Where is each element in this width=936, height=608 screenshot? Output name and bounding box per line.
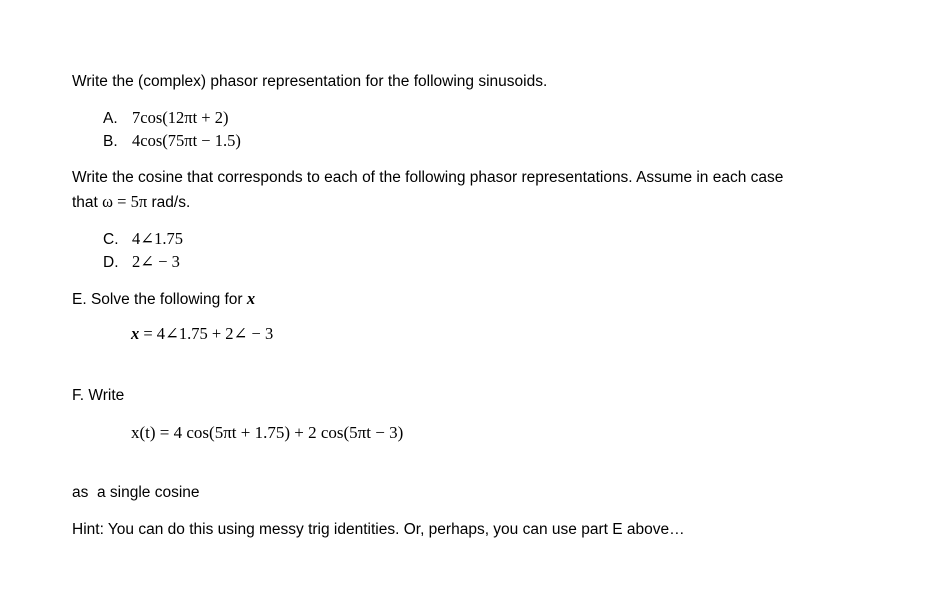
- question-1-prompt: Write the (complex) phasor representation for the following sinusoids.: [72, 73, 548, 90]
- part-e-equation-rhs: = 4∠1.75 + 2∠ − 3: [143, 324, 274, 343]
- item-c-label: C.: [103, 231, 119, 248]
- item-b-label: B.: [103, 133, 118, 150]
- omega-expression: ω = 5π: [102, 192, 148, 211]
- item-c-expression: 4∠1.75: [132, 229, 183, 248]
- part-f-after: as a single cosine: [72, 484, 200, 501]
- question-2-prompt-line-1: Write the cosine that corresponds to each of the following phasor representations. Assume in each case: [72, 169, 784, 186]
- item-d-expression: 2∠ − 3: [132, 252, 180, 271]
- item-a-label: A.: [103, 110, 118, 127]
- prompt-that: that: [72, 194, 98, 211]
- item-b-expression: 4cos(75πt − 1.5): [132, 131, 241, 150]
- part-f-equation: x(t) = 4 cos(5πt + 1.75) + 2 cos(5πt − 3): [131, 423, 404, 442]
- part-e-equation-lhs: x: [131, 324, 140, 343]
- item-a: [103, 108, 228, 129]
- prompt-units: rad/s.: [151, 194, 191, 211]
- item-a-expression: 7cos(12πt + 2): [132, 108, 229, 127]
- part-e-variable: x: [246, 289, 256, 308]
- part-e-text: E. Solve the following for: [72, 291, 243, 308]
- part-f-prompt: F. Write: [72, 387, 125, 404]
- part-e-prompt: [72, 289, 255, 310]
- question-2-prompt-line-2: [72, 192, 190, 213]
- part-e-equation: [131, 324, 273, 344]
- item-d: [103, 252, 180, 273]
- item-d-label: D.: [103, 254, 119, 271]
- item-c: [103, 229, 183, 250]
- hint-text: Hint: You can do this using messy trig identities. Or, perhaps, you can use part E above…: [72, 521, 685, 538]
- item-b: [103, 131, 241, 152]
